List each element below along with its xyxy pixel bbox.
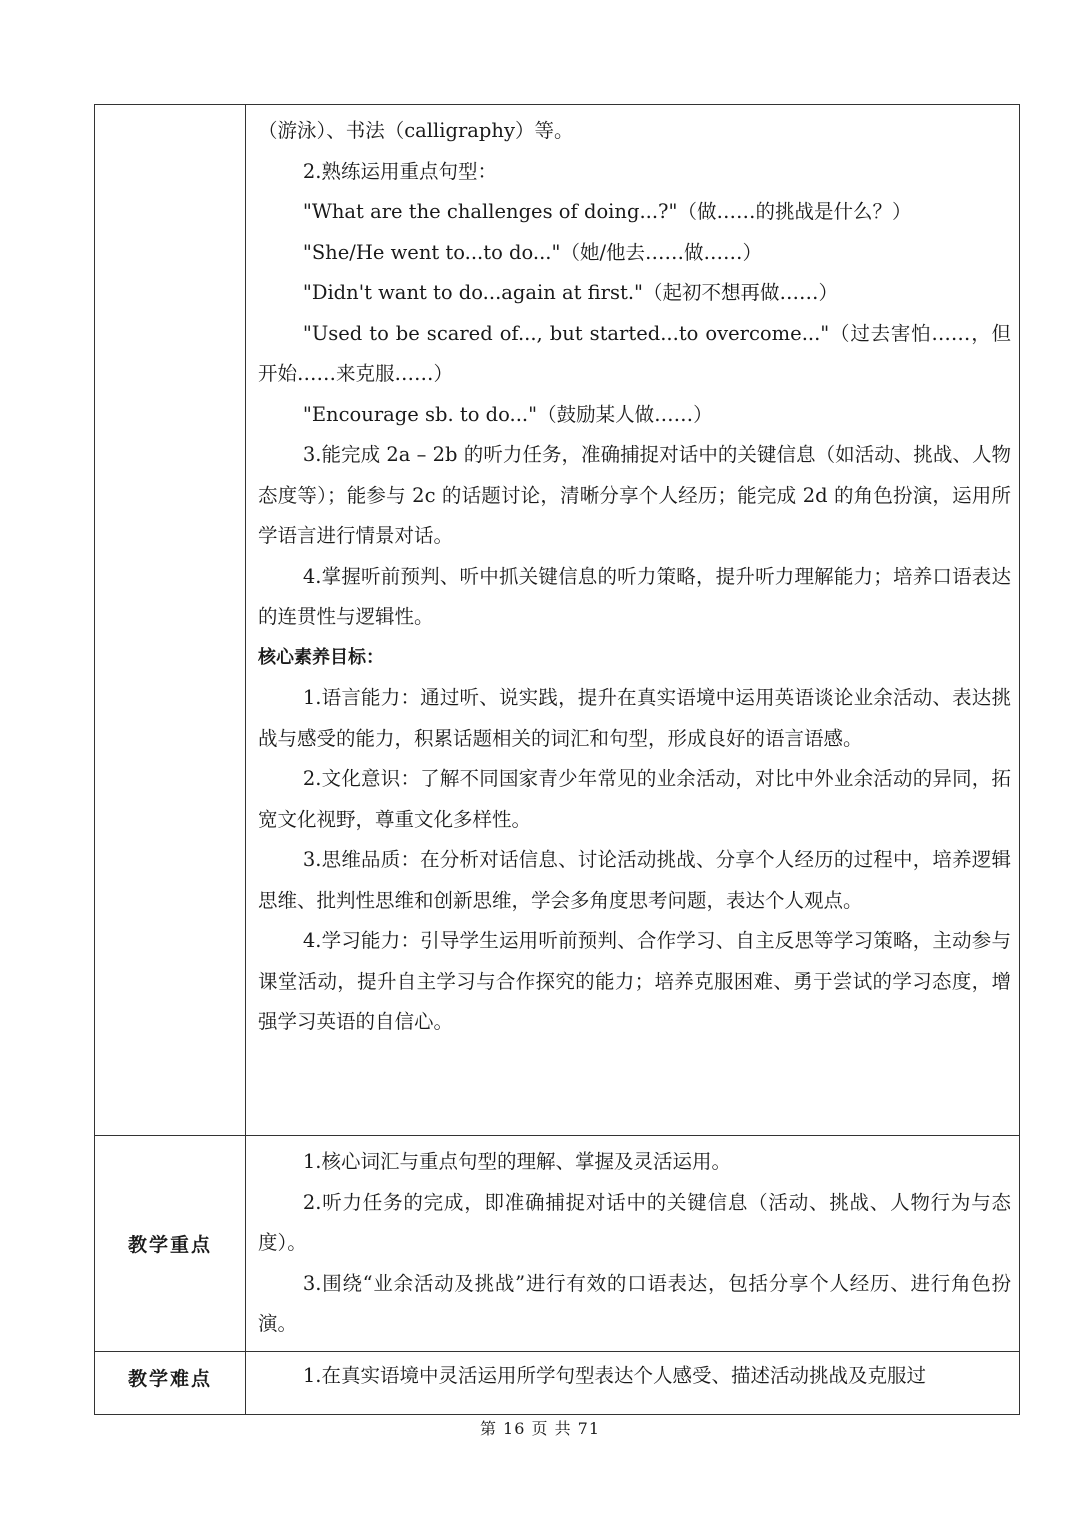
sentence-pattern: "She/He went to...to do..."（她/他去……做……） [302,240,763,264]
paragraph: （游泳）、书法（calligraphy）等。 [258,119,574,142]
objectives-content-cell [246,105,1020,1136]
sentence-pattern: "Didn't want to do...again at first."（起初不想再做……） [302,281,839,304]
row-label: 教学重点 [127,1233,212,1256]
paragraph: 4.掌握听前预判、听中抓关键信息的听力策略，提升听力理解能力；培养口语表达的连贯性与逻辑性。 [258,564,1011,628]
paragraph: 2.听力任务的完成，即准确捕捉对话中的关键信息（活动、挑战、人物行为与态度）。 [258,1190,1011,1254]
paragraph: 3.能完成 2a – 2b 的听力任务，准确捕捉对话中的关键信息（如活动、挑战、人物态度等）；能参与 2c 的话题讨论，清晰分享个人经历；能完成 2d 的角色扮演，运用所学语言进行情景对话。 [258,443,1011,547]
difficulties-content-cell [246,1351,1020,1414]
sentence-pattern: "What are the challenges of doing...?"（做……的挑战是什么？） [302,200,912,223]
difficulties-row [95,1351,1020,1414]
key-points-row [95,1136,1020,1352]
objectives-row [95,105,1020,1136]
paragraph: 1.在真实语境中灵活运用所学句型表达个人感受、描述活动挑战及克服过 [302,1363,926,1387]
key-points-content-cell [246,1136,1020,1352]
difficulties-label-cell [95,1351,246,1414]
paragraph: 2.文化意识：了解不同国家青少年常见的业余活动，对比中外业余活动的异同，拓宽文化视野，尊重文化多样性。 [258,767,1011,831]
paragraph: 2.熟练运用重点句型： [302,159,497,183]
row-label: 教学难点 [127,1367,212,1390]
lesson-plan-table [94,104,1020,1415]
paragraph: 3.围绕“业余活动及挑战”进行有效的口语表达，包括分享个人经历、进行角色扮演。 [258,1271,1011,1335]
paragraph: 1.语言能力：通过听、说实践，提升在真实语境中运用英语谈论业余活动、表达挑战与感受的能力，积累话题相关的词汇和句型，形成良好的语言语感。 [258,686,1011,750]
key-points-label-cell [95,1136,246,1352]
sentence-pattern: "Used to be scared of..., but started...to overcome..."（过去害怕……，但开始……来克服……） [258,321,1011,385]
page-number: 第 16 页 共 71 [479,1419,601,1438]
paragraph: 4.学习能力：引导学生运用听前预判、合作学习、自主反思等学习策略，主动参与课堂活动，提升自主学习与合作探究的能力；培养克服困难、勇于尝试的学习态度，增强学习英语的自信心。 [258,929,1011,1033]
objectives-label-cell [95,105,246,1136]
paragraph: 3.思维品质：在分析对话信息、讨论活动挑战、分享个人经历的过程中，培养逻辑思维、批判性思维和创新思维，学会多角度思考问题，表达个人观点。 [258,848,1011,912]
section-heading: 核心素养目标： [258,646,384,668]
sentence-pattern: "Encourage sb. to do..."（鼓励某人做……） [302,402,713,426]
paragraph: 1.核心词汇与重点句型的理解、掌握及灵活运用。 [302,1150,731,1173]
